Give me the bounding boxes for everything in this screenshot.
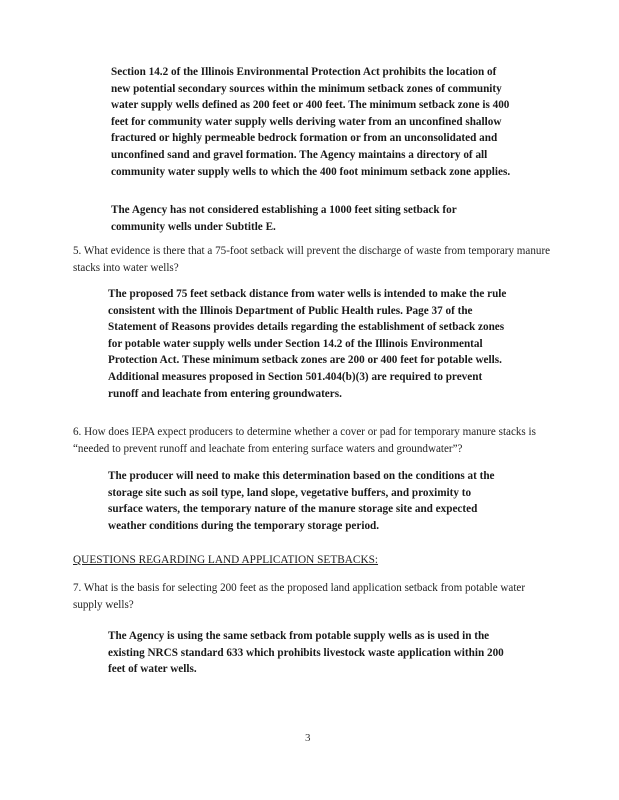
page-number: 3 [305,732,311,744]
answer-6: The producer will need to make this determination based on the conditions at the storage site such as soil type, land slope, vegetative buffers, and proximity to surface waters, the temporary nature of the manure storage site and expected weather conditions during the temporary storage period. [108,470,495,532]
question-5: 5. What evidence is there that a 75-foot setback will prevent the discharge of waste from temporary manure stacks into water wells? [73,245,551,274]
answer-siting-setback: The Agency has not considered establishing a 1000 feet siting setback for community wells under Subtitle E. [111,204,457,233]
answer-5: The proposed 75 feet setback distance from water wells is intended to make the rule consistent with the Illinois Department of Public Health rules. Page 37 of the Statement of Reasons provides details regarding the establishment of setback zones for potable water supply wells under Section 14.2 of the Illinois Environmental Protection Act. These minimum setback zones are 200 or 400 feet for potable wells. Additional measures proposed in Section 501.404(b)(3) are required to prevent runoff and leachate from entering groundwaters. [108,288,507,400]
question-6: 6. How does IEPA expect producers to determine whether a cover or pad for temporary manure stacks is “needed to prevent runoff and leachate from entering surface waters and groundwater”? [73,426,536,455]
answer-7: The Agency is using the same setback from potable supply wells as is used in the existing NRCS standard 633 which prohibits livestock waste application within 200 feet of water wells. [108,630,504,676]
section-heading-land-application: QUESTIONS REGARDING LAND APPLICATION SETBACKS: [73,554,379,566]
answer-section-14-2: Section 14.2 of the Illinois Environmental Protection Act prohibits the location of new potential secondary sources within the minimum setback zones of community water supply wells defined as 200 feet or 400 feet. The minimum setback zone is 400 feet for community water supply wells deriving water from an unconfined shallow fractured or highly permeable bedrock formation or from an unconsolidated and unconfined sand and gravel formation. The Agency maintains a directory of all community water supply wells to which the 400 foot minimum setback zone applies. [111,66,511,178]
question-7: 7. What is the basis for selecting 200 feet as the proposed land application setback from potable water supply wells? [73,582,526,611]
